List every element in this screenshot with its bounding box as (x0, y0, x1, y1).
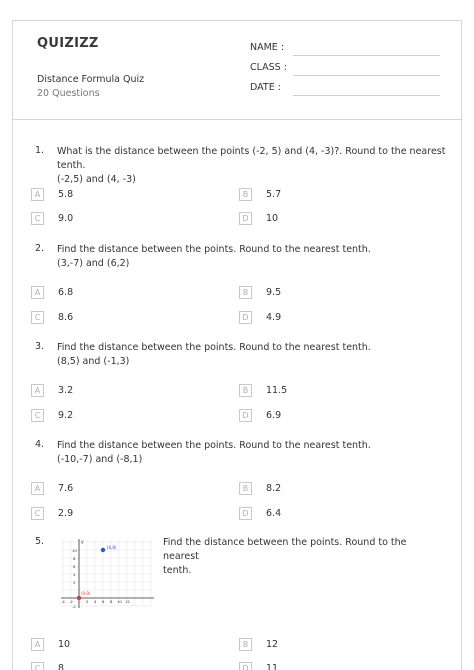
x-tick: -2 (69, 599, 73, 604)
option-value: 7.6 (58, 483, 74, 494)
option-letter: A (31, 638, 44, 651)
question-count: 20 Questions (37, 88, 100, 99)
question-text (57, 439, 447, 467)
option-value: 9.5 (266, 287, 282, 298)
option-letter: B (239, 482, 252, 495)
option-value: 8.6 (58, 312, 74, 323)
question-line-2: (-10,-7) and (-8,1) (57, 454, 143, 465)
y-tick: -2 (72, 604, 76, 609)
option-value: 3.2 (58, 385, 74, 396)
option-letter: C (31, 409, 44, 422)
option-letter: D (239, 311, 252, 324)
x-tick: -4 (61, 599, 65, 604)
option-value: 10 (58, 639, 71, 650)
option-letter: C (31, 212, 44, 225)
question-number: 1. (35, 145, 45, 156)
option-value: 6.9 (266, 410, 282, 421)
option-letter: B (239, 638, 252, 651)
class-label: CLASS : (250, 62, 287, 73)
option-value: 6.8 (58, 287, 74, 298)
option-letter: C (31, 507, 44, 520)
option-value: 5.8 (58, 189, 74, 200)
option-letter: D (239, 507, 252, 520)
name-field[interactable] (250, 42, 440, 56)
y-tick: 10 (72, 548, 77, 553)
option-letter: B (239, 286, 252, 299)
question-text (57, 243, 447, 271)
question-line-2: (-2,5) and (4, -3) (57, 174, 136, 185)
date-line (293, 95, 440, 96)
option-letter: A (31, 384, 44, 397)
point-b-label: (0,0) (81, 591, 91, 596)
question-line-1: Find the distance between the points. Round to the nearest tenth. (57, 342, 371, 353)
option-value: 4.9 (266, 312, 282, 323)
y-tick: 4 (73, 572, 76, 577)
question-number: 2. (35, 243, 45, 254)
question-line-1: Find the distance between the points. Round to the nearest tenth. (57, 244, 371, 255)
option-value: 11 (266, 663, 279, 670)
question-number: 3. (35, 341, 45, 352)
option-letter: C (31, 311, 44, 324)
question-text (57, 145, 447, 187)
x-tick: 10 (117, 599, 122, 604)
question-line-2: (3,-7) and (6,2) (57, 258, 130, 269)
question-number: 4. (35, 439, 45, 450)
coordinate-graph (58, 536, 158, 616)
option-letter: D (239, 212, 252, 225)
question-number: 5. (35, 536, 45, 547)
x-tick: 2 (86, 599, 89, 604)
x-tick: 4 (94, 599, 97, 604)
y-axis-label: y (81, 540, 84, 545)
option-letter: A (31, 286, 44, 299)
question-line-1: Find the distance between the points. Round to the nearest (163, 537, 407, 562)
option-letter: B (239, 384, 252, 397)
y-tick: 2 (73, 580, 76, 585)
option-value: 8 (58, 663, 65, 670)
y-tick: 6 (73, 564, 76, 569)
x-tick: 6 (102, 599, 105, 604)
option-value: 9.0 (58, 213, 74, 224)
question-text (57, 341, 447, 369)
point-a (101, 548, 105, 552)
option-value: 5.7 (266, 189, 282, 200)
option-letter: D (239, 662, 252, 670)
option-value: 9.2 (58, 410, 74, 421)
option-value: 12 (266, 639, 279, 650)
option-letter: A (31, 188, 44, 201)
option-value: 10 (266, 213, 279, 224)
option-value: 6.4 (266, 508, 282, 519)
question-line-1: Find the distance between the points. Round to the nearest tenth. (57, 440, 371, 451)
y-tick: 8 (73, 556, 76, 561)
question-line-2: tenth. (163, 565, 192, 576)
class-field[interactable] (250, 62, 440, 76)
option-value: 8.2 (266, 483, 282, 494)
point-b (77, 596, 81, 600)
date-label: DATE : (250, 82, 281, 93)
question-text (163, 536, 438, 578)
option-letter: A (31, 482, 44, 495)
question-line-1: What is the distance between the points (-2, 5) and (4, -3)?. Round to the nearest tenth. (57, 146, 446, 171)
x-tick: 12 (125, 599, 130, 604)
point-a-label: (6,8) (107, 545, 117, 550)
quizizz-logo: QUIZIZZ (37, 36, 99, 51)
name-label: NAME : (250, 42, 285, 53)
question-5 (13, 536, 462, 626)
option-letter: D (239, 409, 252, 422)
name-line (293, 55, 440, 56)
option-value: 2.9 (58, 508, 74, 519)
class-line (293, 75, 440, 76)
header-divider (13, 119, 461, 120)
date-field[interactable] (250, 82, 440, 96)
x-tick: 8 (110, 599, 113, 604)
option-letter: B (239, 188, 252, 201)
worksheet (12, 20, 462, 670)
quiz-title: Distance Formula Quiz (37, 74, 145, 85)
option-value: 11.5 (266, 385, 288, 396)
question-line-2: (8,5) and (-1,3) (57, 356, 130, 367)
option-letter: C (31, 662, 44, 670)
